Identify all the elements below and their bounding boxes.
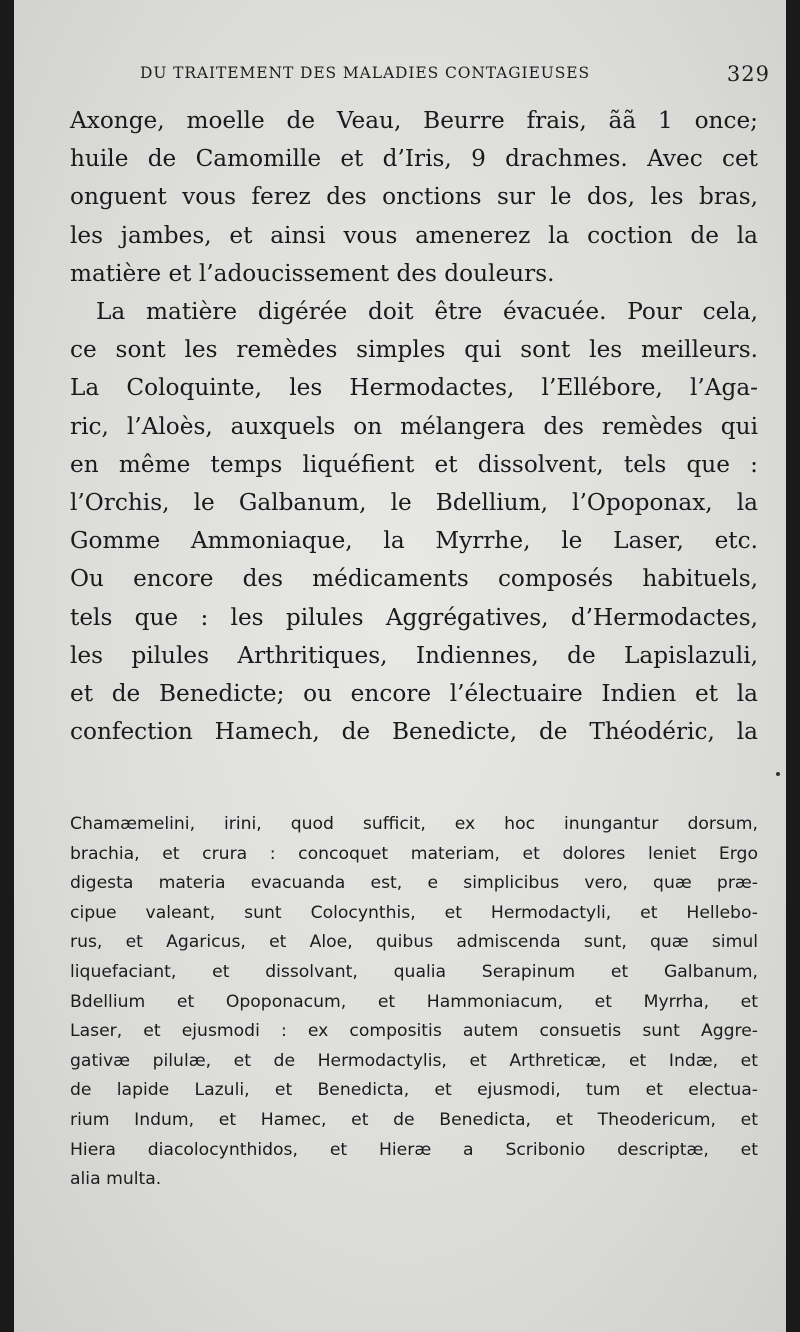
page-header	[140, 62, 770, 92]
footnote-line: Hiera diacolocynthidos, et Hieræ a Scribonio descriptæ, et	[70, 1139, 758, 1160]
main-text-line: en même temps liquéfient et dissolvent, tels que :	[70, 450, 758, 478]
footnote-line: cipue valeant, sunt Colocynthis, et Hermodactyli, et Hellebo-	[70, 902, 758, 923]
footnote-line: alia multa.	[70, 1169, 162, 1190]
main-text-line: La Coloquinte, les Hermodactes, l’Ellébore, l’Aga-	[70, 374, 758, 402]
footnote-line: liquefaciant, et dissolvant, qualia Serapinum et Galbanum,	[70, 961, 758, 982]
latin-footnote	[70, 810, 758, 1195]
footnote-line: rus, et Agaricus, et Aloe, quibus admiscenda sunt, quæ simul	[70, 932, 758, 953]
running-title: DU TRAITEMENT DES MALADIES CONTAGIEUSES	[140, 64, 591, 82]
print-speck	[776, 772, 780, 776]
footnote-line: Laser, et ejusmodi : ex compositis autem consuetis sunt Aggre-	[70, 1021, 758, 1042]
main-text-line: l’Orchis, le Galbanum, le Bdellium, l’Opoponax, la	[70, 489, 758, 517]
main-text-line: tels que : les pilules Aggrégatives, d’Hermodactes,	[70, 603, 758, 631]
main-text	[70, 102, 758, 751]
footnote-line: brachia, et crura : concoquet materiam, et dolores leniet Ergo	[70, 843, 758, 864]
main-text-line: les pilules Arthritiques, Indiennes, de Lapislazuli,	[70, 641, 758, 669]
main-text-line: Axonge, moelle de Veau, Beurre frais, ãã 1 once;	[70, 107, 758, 134]
main-text-line: confection Hamech, de Benedicte, de Théodéric, la	[70, 718, 758, 746]
page-number: 329	[726, 62, 770, 86]
main-text-line: matière et l’adoucissement des douleurs.	[70, 259, 555, 287]
footnote-line: gativæ pilulæ, et de Hermodactylis, et Arthreticæ, et Indæ, et	[70, 1050, 758, 1071]
main-text-line: et de Benedicte; ou encore l’électuaire Indien et la	[70, 680, 758, 708]
main-text-line: ce sont les remèdes simples qui sont les meilleurs.	[70, 336, 758, 364]
footnote-line: rium Indum, et Hamec, et de Benedicta, et Theodericum, et	[70, 1109, 758, 1130]
footnote-line: digesta materia evacuanda est, e simplicibus vero, quæ præ-	[70, 873, 758, 894]
main-text-line: ric, l’Aloès, auxquels on mélangera des remèdes qui	[70, 412, 758, 440]
main-text-line: Gomme Ammoniaque, la Myrrhe, le Laser, etc.	[70, 527, 758, 555]
main-text-line: huile de Camomille et d’Iris, 9 drachmes. Avec cet	[70, 145, 758, 173]
footnote-line: Chamæmelini, irini, quod sufficit, ex hoc inungantur dorsum,	[70, 814, 758, 834]
book-page	[14, 0, 786, 1332]
footnote-line: Bdellium et Opoponacum, et Hammoniacum, et Myrrha, et	[70, 991, 758, 1012]
main-text-line: Ou encore des médicaments composés habituels,	[70, 565, 758, 593]
main-text-line: les jambes, et ainsi vous amenerez la coction de la	[70, 221, 758, 249]
footnote-line: de lapide Lazuli, et Benedicta, et ejusmodi, tum et electua-	[70, 1080, 758, 1101]
main-text-line: La matière digérée doit être évacuée. Pour cela,	[96, 298, 758, 326]
main-text-line: onguent vous ferez des onctions sur le dos, les bras,	[70, 183, 758, 211]
